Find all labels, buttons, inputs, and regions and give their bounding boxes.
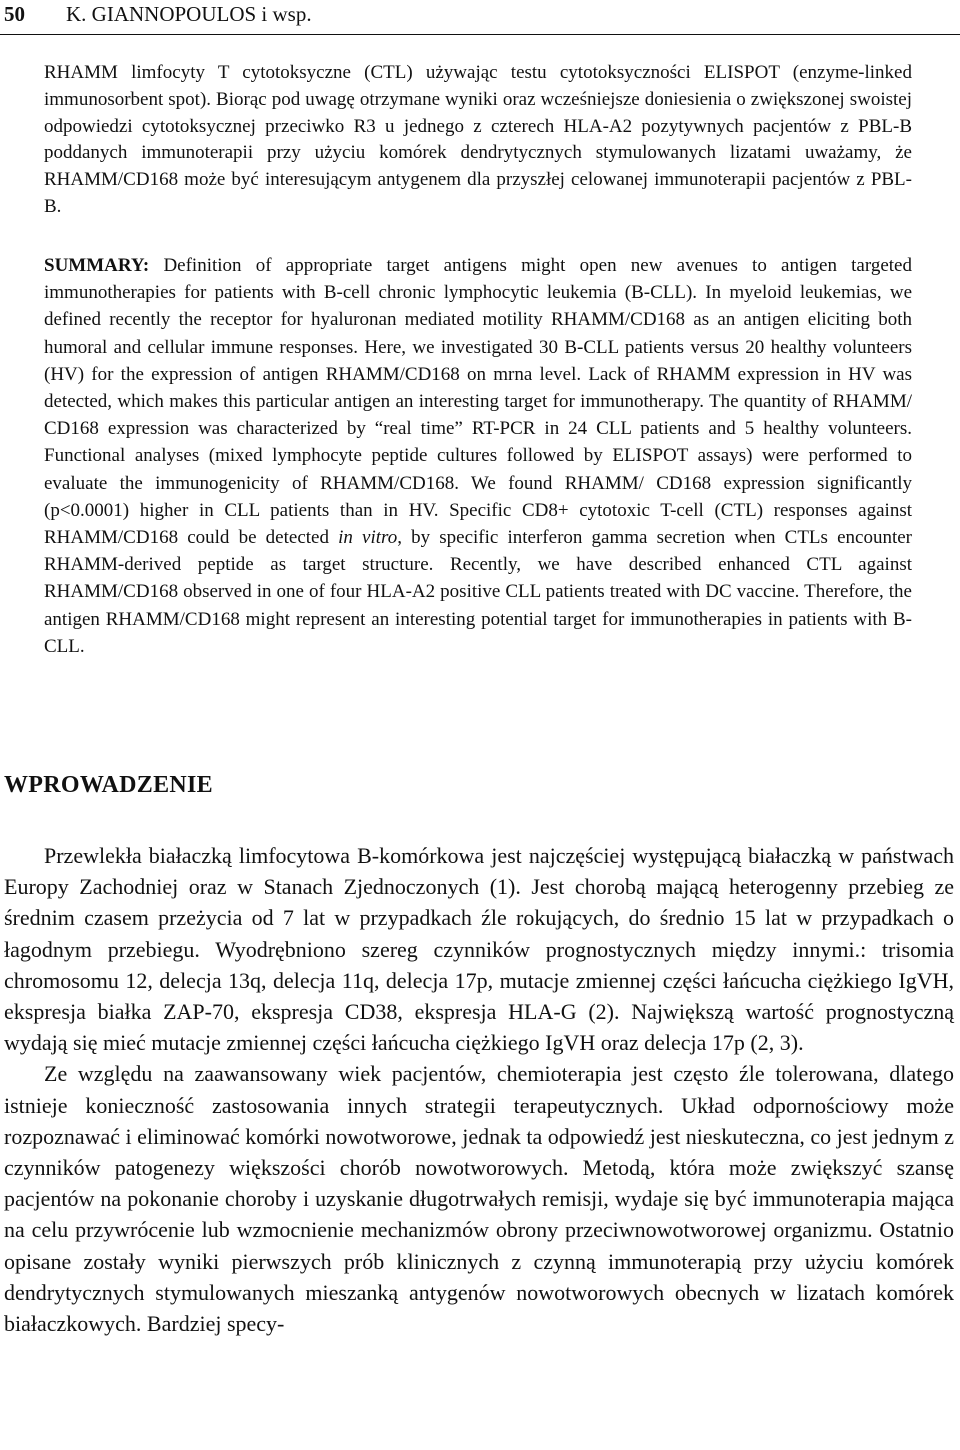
polish-abstract-paragraph: RHAMM limfocyty T cytotoksyczne (CTL) używając testu cytotoksyczności ELISPOT (enzyme-linked immunosorbent spot). Biorąc pod uwagę otrzymane wyniki oraz wcześniejsze doniesienia o zwiększonej swoistej odpowiedzi cytotoksycznej przeciwko R3 u jednego z czterech HLA-A2 pozytywnych pacjentów z PBL-B poddanych immunoterapii przy użyciu komórek dendrytycznych stymulowanych lizatami uważamy, że RHAMM/CD168 może być interesującym antygenem dla przyszłej celowanej immunoterapii pacjentów z PBL-B. (44, 62, 912, 217)
header-rule (0, 34, 960, 35)
section-body (4, 840, 954, 1339)
page-header (0, 0, 960, 40)
page-number: 50 (4, 2, 25, 26)
summary-label: SUMMARY: (44, 255, 150, 276)
body-paragraph: Przewlekła białaczką limfocytowa B-komórkowa jest najczęściej występującą białaczką w państwach Europy Zachodniej oraz w Stanach Zjednoczonych (1). Jest chorobą mającą heterogenny przebieg ze średnim czasem przeżycia od 7 lat w przypadkach źle rokujących, do średnio 15 lat w przypadkach o łagodnym przebiegu. Wyodrębniono szereg czynników prognostycznych między innymi.: trisomia chromosomu 12, delecja 13q, delecja 11q, delecja 17p, mutacje zmiennej części łańcucha ciężkiego IgVH, ekspresja białka ZAP-70, ekspresja CD38, ekspresja HLA-G (2). Największą wartość prognostyczną wydają się mieć mutacje zmiennej części łańcucha ciężkiego IgVH oraz delecja 17p (2, 3). (4, 843, 954, 1056)
running-head: K. GIANNOPOULOS i wsp. (66, 2, 312, 26)
summary-text-part-1: Definition of appropriate target antigens might open new avenues to antigen targeted immunotherapies for patients with B-cell chronic lymphocytic leukemia (B-CLL). In myeloid leukemias, we defined recently the receptor for hyaluronan mediated motility RHAMM/CD168 as an antigen eliciting both humoral and cellular immune responses. Here, we investigated 30 B-CLL patients versus 20 healthy volunteers (HV) for the expression of antigen RHAMM/CD168 on mrna level. Lack of RHAMM expression in HV was detected, which makes this particular antigen an interesting target for immunotherapy. The quantity of RHAMM/ CD168 expression was characterized by “real time” RT-PCR in 24 CLL patients and 5 healthy volunteers. Functional analyses (mixed lymphocyte peptide cultures followed by ELISPOT assays) were performed to evaluate the immunogenicity of RHAMM/CD168. We found RHAMM/ CD168 expression significantly (p<0.0001) higher in CLL patients than in HV. Specific CD8+ cytotoxic T-cell (CTL) responses against RHAMM/CD168 could be detected (44, 255, 912, 549)
body-paragraph: Ze względu na zaawansowany wiek pacjentów, chemioterapia jest często źle tolerowana, dlatego istnieje konieczność zastosowania innych strategii terapeutycznych. Układ odpornościowy może rozpoznawać i eliminować komórki nowotworowe, jednak ta odpowiedź jest nieskuteczna, co jest jednym z czynników patogenezy większości chorób nowotworowych. Metodą, która może zwiększyć szansę pacjentów na pokonanie choroby i uzyskanie długotrwałych remisji, wydaje się być immunoterapia mająca na celu przywrócenie lub wzmocnienie mechanizmów obrony przeciwnowotworowej organizmu. Ostatnio opisane zostały wyniki pierwszych prób klinicznych z czynną immunoterapią przy użyciu komórek dendrytycznych stymulowanych mieszanką antygenów nowotworowych obecnych w lizatach komórek białaczkowych. Bardziej specy- (4, 1061, 954, 1337)
summary-paragraph (44, 252, 912, 660)
section-heading: WPROWADZENIE (4, 772, 213, 798)
summary-text-part-2: , by specific interferon gamma secretion when CTLs encounter RHAMM-derived peptide as target structure. Recently, we have described enhanced CTL against RHAMM/CD168 observed in one of four HLA-A2 positive CLL patients treated with DC vaccine. Therefore, the antigen RHAMM/CD168 might represent an interesting potential target for immunotherapies in patients with B-CLL. (44, 527, 912, 657)
summary-italic-term: in vitro (338, 527, 398, 549)
